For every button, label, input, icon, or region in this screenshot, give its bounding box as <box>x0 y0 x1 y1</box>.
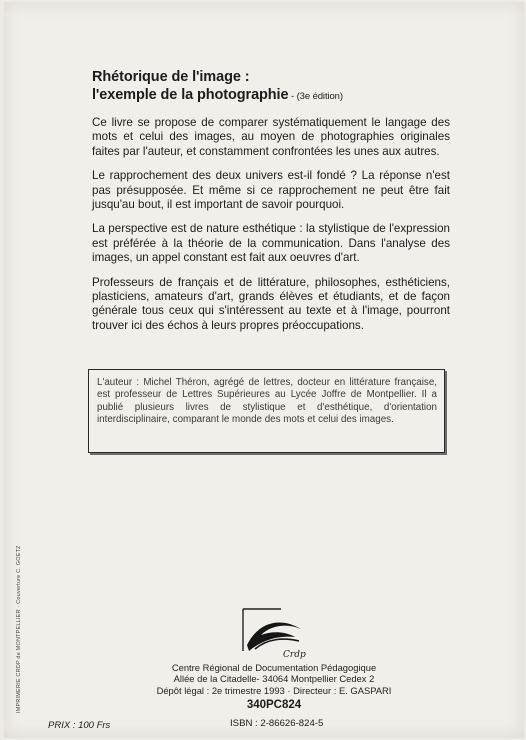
author-note: L'auteur : Michel Théron, agrégé de lettres, docteur en littérature française, est professeur de Lettres Supérieures au Lycée Joffre de Montpellier. Il a publié plusieurs livres de stylistique et d'esthétique, d'orientation interdisciplinaire, comparant le monde des mots et celui des images. <box>97 377 437 425</box>
catalog-code: 340PC824 <box>246 699 302 711</box>
publisher-info <box>154 662 394 696</box>
back-cover <box>4 2 524 738</box>
crdp-logo-icon <box>237 605 307 663</box>
blurb-paragraph: Ce livre se propose de comparer systématiquement le langage des mots et celui des images, au moyen de photographies originales faites par l'auteur, et constamment confrontées les unes aux autres. <box>92 116 450 158</box>
subtitle-text: l'exemple de la photographie <box>92 87 289 103</box>
printer-credit: IMPRIMERIE CRDP de MONTPELLIER · Couverture C. GOETZ <box>16 545 22 713</box>
price: PRIX : 100 Frs <box>48 720 111 731</box>
title-block <box>92 68 492 106</box>
publisher-name: Centre Régional de Documentation Pédagogique <box>171 662 377 673</box>
blurb-paragraph: Le rapprochement des deux univers est-il fondé ? La réponse n'est pas présupposée. Et même si ce rapprochement ne peut être fait jusqu'au bout, il est important de savoir pourquoi. <box>92 169 450 212</box>
legal-deposit: Dépôt légal : 2e trimestre 1993 · Directeur : E. GASPARI <box>156 684 392 696</box>
edition-label: - (3e édition) <box>288 91 343 102</box>
book-title: Rhétorique de l'image : <box>92 69 250 85</box>
publisher-address: Allée de la Citadelle- 34064 Montpellier Cedex 2 <box>173 673 375 685</box>
logo-text: Crdp <box>283 650 306 660</box>
blurb-paragraph: Professeurs de français et de littérature, philosophes, esthéticiens, plasticiens, amateurs d'art, grands élèves et étudiants, et de façon générale tous ceux qui s'intéressent au texte et à l'image, pourront trouver ici des échos à leurs propres préoccupations. <box>92 275 450 332</box>
book-subtitle <box>92 86 492 106</box>
blurb-paragraph: La perspective est de nature esthétique : la stylistique de l'expression est préférée à la théorie de la communication. Dans l'analyse des images, un appel constant est fait aux oeuvres d'art. <box>92 222 450 265</box>
isbn: ISBN : 2-86626-824-5 <box>230 718 324 729</box>
author-box <box>88 369 445 453</box>
blurb <box>92 116 450 343</box>
